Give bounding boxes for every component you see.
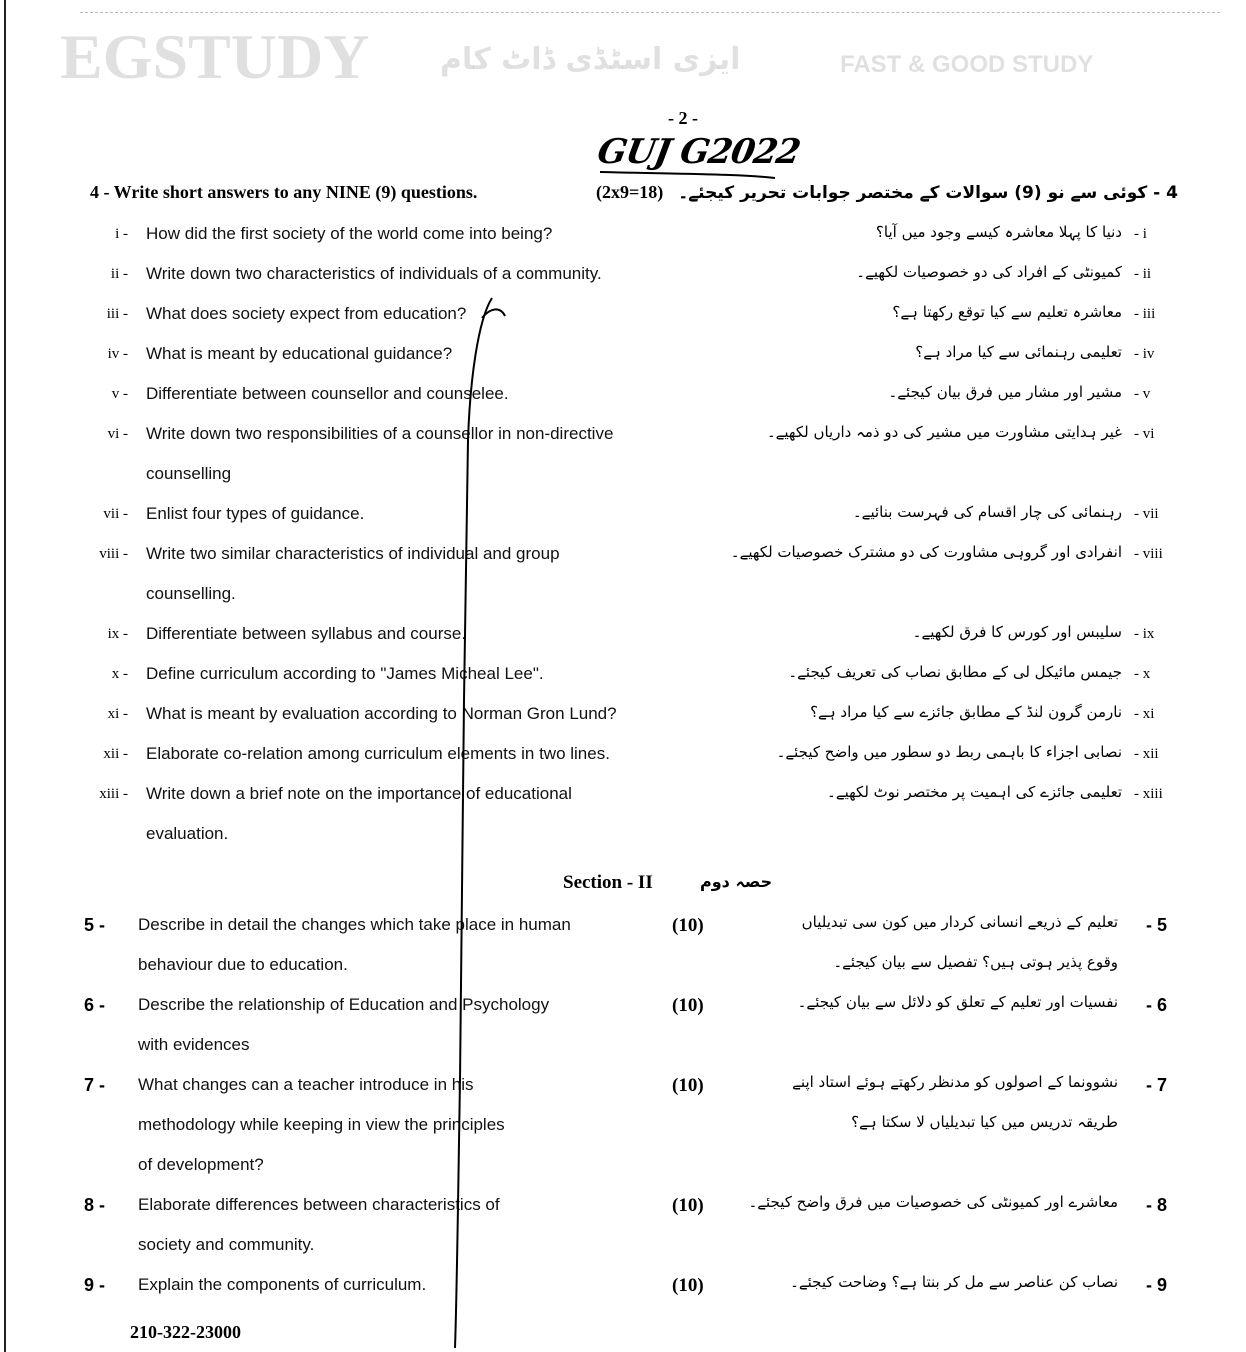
question-number: 8 - [84, 1195, 106, 1215]
question-number: x - [111, 666, 128, 682]
urdu-question-text: غیر ہدایتی مشاورت میں مشیر کی دو ذمہ داریاں لکھیے۔ [766, 423, 1122, 441]
question-marks: (10) [672, 1275, 704, 1296]
urdu-question-text: مشیر اور مشار میں فرق بیان کیجئے۔ [888, 383, 1122, 401]
question-text: What does society expect from education? [146, 304, 467, 323]
question-text: Describe in detail the changes which take place in human [138, 915, 571, 934]
section-b-title: Section - II [563, 872, 653, 893]
question-marks: (10) [672, 1195, 704, 1216]
urdu-question-text: کمیونٹی کے افراد کی دو خصوصیات لکھیے۔ [856, 263, 1122, 281]
watermark-urdu: ایزی اسٹڈی ڈاٹ کام [440, 42, 741, 77]
urdu-question-number: - 5 [1146, 915, 1168, 935]
urdu-question-text: سلیبس اور کورس کا فرق لکھیے۔ [912, 623, 1122, 641]
question-text: Write down two characteristics of individuals of a community. [146, 264, 602, 283]
question-text: Write down two responsibilities of a counsellor in non-directive [146, 424, 614, 443]
urdu-question-text: تعلیم کے ذریعے انسانی کردار میں کون سی تبدیلیاں [801, 913, 1118, 931]
question-text: How did the first society of the world come into being? [146, 224, 553, 243]
question-text: of development? [138, 1155, 264, 1174]
urdu-question-text: نفسیات اور تعلیم کے تعلق کو دلائل سے بیان کیجئے۔ [797, 993, 1118, 1011]
question-marks: (10) [672, 1075, 704, 1096]
question-text: Write two similar characteristics of individual and group [146, 544, 560, 563]
urdu-question-number: - vi [1134, 426, 1155, 442]
question-text: What changes can a teacher introduce in his [138, 1075, 474, 1094]
question-text: evaluation. [146, 824, 229, 843]
urdu-question-number: - xiii [1134, 786, 1163, 802]
urdu-question-number: - xii [1134, 746, 1159, 762]
question-number: 9 - [84, 1275, 106, 1295]
question-number: ix - [107, 626, 128, 642]
question-text: Elaborate co-relation among curriculum elements in two lines. [146, 744, 610, 763]
question-number: vii - [103, 506, 128, 522]
question-number: iii - [106, 306, 128, 322]
question-text: behaviour due to education. [138, 955, 348, 974]
urdu-question-number: - vii [1134, 506, 1159, 522]
urdu-question-number: - ix [1134, 626, 1155, 642]
question-number: xi - [107, 706, 128, 722]
question-text: Define curriculum according to "James Micheal Lee". [146, 664, 544, 683]
section-a-title: 4 - Write short answers to any NINE (9) questions. [90, 182, 478, 202]
urdu-question-number: - i [1134, 226, 1147, 242]
urdu-question-number: - xi [1134, 706, 1155, 722]
urdu-question-number: - 7 [1146, 1075, 1168, 1095]
urdu-question-text: رہنمائی کی چار اقسام کی فہرست بنائیے۔ [852, 503, 1122, 521]
section-a-urdu-title: 4 - کوئی سے نو (9) سوالات کے مختصر جوابات تحریر کیجئے۔ [678, 183, 1178, 203]
question-text: counselling. [146, 584, 236, 603]
question-text: Differentiate between syllabus and course. [146, 624, 467, 643]
question-number: 7 - [84, 1075, 106, 1095]
question-text: methodology while keeping in view the principles [138, 1115, 505, 1134]
question-number: i - [115, 226, 128, 242]
question-number: viii - [99, 546, 128, 562]
question-number: ii - [110, 266, 128, 282]
urdu-question-number: - v [1134, 386, 1151, 402]
watermark-tagline: FAST & GOOD STUDY [840, 51, 1094, 78]
question-number: v - [111, 386, 128, 402]
question-number: 5 - [84, 915, 106, 935]
urdu-question-text: معاشرے اور کمیونٹی کی خصوصیات میں فرق واضح کیجئے۔ [748, 1193, 1118, 1211]
urdu-question-number: - 6 [1146, 995, 1168, 1015]
question-marks: (10) [672, 995, 704, 1016]
question-text: counselling [146, 464, 232, 483]
section-b-urdu-title: حصہ دوم [700, 872, 773, 891]
question-number: 6 - [84, 995, 106, 1015]
question-text: What is meant by evaluation according to Norman Gron Lund? [146, 704, 617, 723]
urdu-question-text: نارمن گرون لنڈ کے مطابق جائزے سے کیا مراد ہے؟ [810, 703, 1122, 721]
question-text: Differentiate between counsellor and counselee. [146, 384, 509, 403]
urdu-question-number: - 8 [1146, 1195, 1168, 1215]
question-text: Enlist four types of guidance. [146, 504, 365, 523]
urdu-question-text: طریقہ تدریس میں کیا تبدیلیاں لا سکتا ہے؟ [851, 1113, 1118, 1131]
urdu-question-number: - x [1134, 666, 1151, 682]
question-number: iv - [107, 346, 128, 362]
question-text: Describe the relationship of Education and Psychology [138, 995, 550, 1014]
paper-code: 210-322-23000 [130, 1322, 241, 1342]
question-number: xii - [103, 746, 128, 762]
question-text: What is meant by educational guidance? [146, 344, 453, 363]
question-text: Write down a brief note on the importance of educational [146, 784, 572, 803]
urdu-question-number: - 9 [1146, 1275, 1168, 1295]
urdu-question-text: تعلیمی جائزے کی اہمیت پر مختصر نوٹ لکھیے۔ [827, 783, 1122, 801]
urdu-question-text: نصاب کن عناصر سے مل کر بنتا ہے؟ وضاحت کیجئے۔ [790, 1273, 1118, 1291]
urdu-question-number: - ii [1134, 266, 1152, 282]
urdu-question-text: نصابی اجزاء کا باہمی ربط دو سطور میں واضح کیجئے۔ [776, 743, 1122, 761]
urdu-question-text: معاشرہ تعلیم سے کیا توقع رکھتا ہے؟ [892, 303, 1122, 321]
question-text: society and community. [138, 1235, 315, 1254]
question-number: vi - [107, 426, 128, 442]
urdu-question-text: انفرادی اور گروہی مشاورت کی دو مشترک خصوصیات لکھیے۔ [730, 543, 1122, 561]
question-text: with evidences [138, 1035, 250, 1054]
urdu-question-text: تعلیمی رہنمائی سے کیا مراد ہے؟ [915, 343, 1122, 361]
handwritten-note: GUJ G2022 [594, 132, 803, 172]
question-marks: (10) [672, 915, 704, 936]
urdu-question-number: - iii [1134, 306, 1156, 322]
page-number: - 2 - [668, 108, 698, 128]
urdu-question-number: - iv [1134, 346, 1155, 362]
question-text: Elaborate differences between characteristics of [138, 1195, 500, 1214]
urdu-question-text: جیمس مائیکل لی کے مطابق نصاب کی تعریف کیجئے۔ [788, 663, 1122, 681]
urdu-question-text: نشوونما کے اصولوں کو مدنظر رکھتے ہوئے استاد اپنے [792, 1073, 1118, 1091]
question-number: xiii - [99, 786, 128, 802]
urdu-question-text: دنیا کا پہلا معاشرہ کیسے وجود میں آیا؟ [875, 223, 1122, 241]
watermark-brand: EGSTUDY [60, 21, 370, 92]
urdu-question-text: وقوع پذیر ہوتی ہیں؟ تفصیل سے بیان کیجئے۔ [833, 953, 1118, 971]
question-text: Explain the components of curriculum. [138, 1275, 427, 1294]
section-a-marks: (2x9=18) [596, 182, 664, 202]
urdu-question-number: - viii [1134, 546, 1163, 562]
